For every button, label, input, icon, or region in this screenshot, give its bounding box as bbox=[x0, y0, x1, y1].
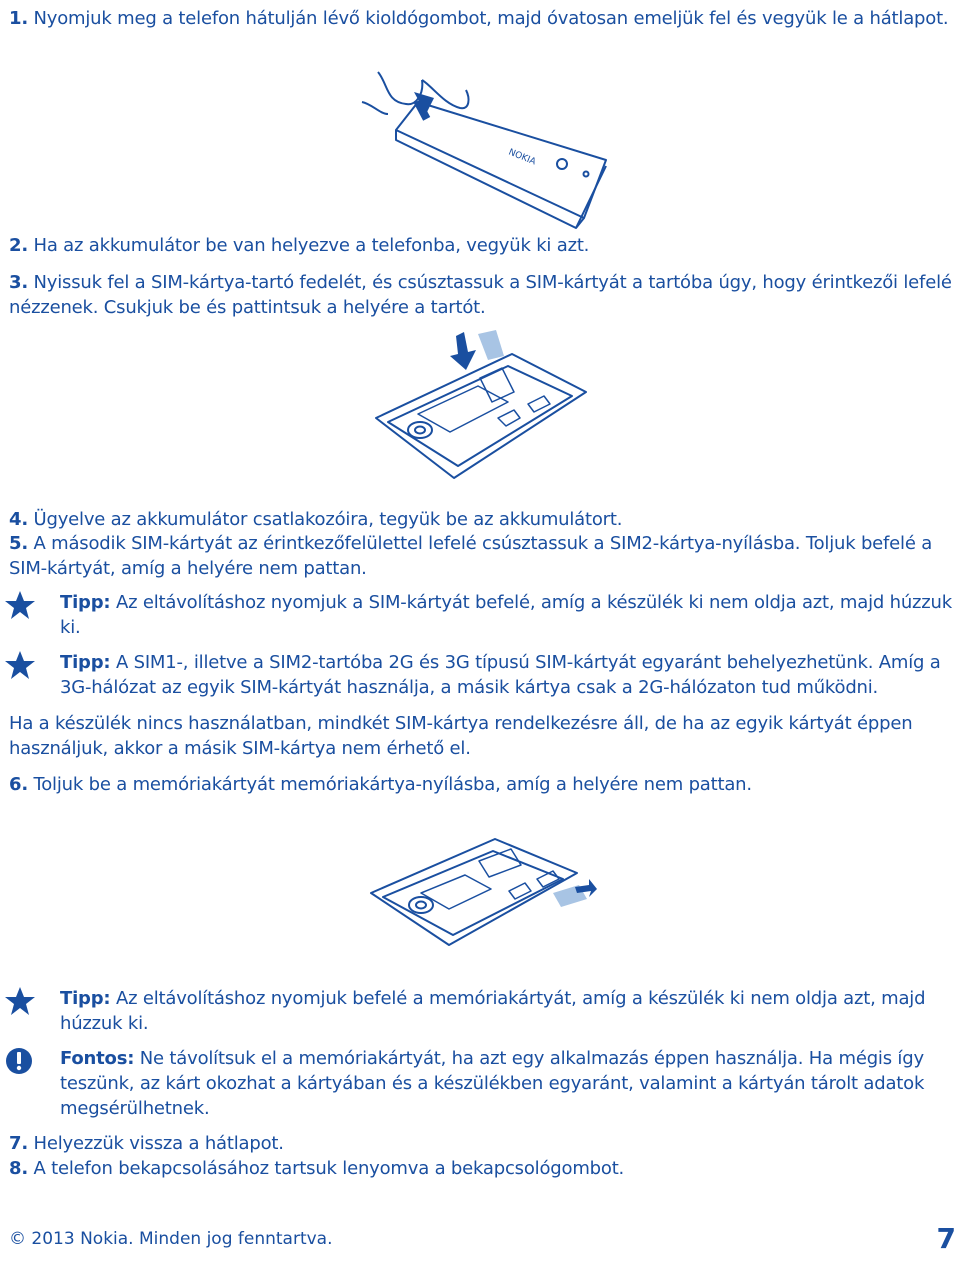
step-number: 4. bbox=[9, 509, 28, 530]
step-6 bbox=[9, 772, 954, 797]
step-number: 1. bbox=[9, 8, 28, 29]
step-text: Nyissuk fel a SIM-kártya-tartó fedelét, és csúsztassuk a SIM-kártyát a tartóba úgy, hogy érintkezői lefelé nézzenek. Csukjuk be és pattintsuk a helyére a tartót. bbox=[9, 272, 952, 318]
step-number: 3. bbox=[9, 272, 28, 293]
copyright: © 2013 Nokia. Minden jog fenntartva. bbox=[9, 1229, 333, 1249]
step-text: Ügyelve az akkumulátor csatlakozóira, tegyük be az akkumulátort. bbox=[33, 509, 623, 530]
step-text: A második SIM-kártyát az érintkezőfelülettel lefelé csúsztassuk a SIM2-kártya-nyílásba. Toljuk befelé a SIM-kártyát, amíg a helyére nem pattan. bbox=[9, 533, 933, 579]
step-2 bbox=[9, 233, 954, 258]
insert-memory-card-illustration bbox=[365, 835, 605, 955]
important-note bbox=[60, 1046, 952, 1121]
star-icon bbox=[4, 650, 36, 680]
step-7 bbox=[9, 1131, 954, 1156]
step-text: A telefon bekapcsolásához tartsuk lenyomva a bekapcsológombot. bbox=[33, 1158, 625, 1179]
star-icon bbox=[4, 590, 36, 620]
step-1 bbox=[9, 6, 954, 31]
page-number: 7 bbox=[936, 1222, 956, 1255]
step-number: 2. bbox=[9, 235, 28, 256]
usage-note: Ha a készülék nincs használatban, mindkét SIM-kártya rendelkezésre áll, de ha az egyik kártyát éppen használjuk, akkor a másik SIM-kártya nem érhető el. bbox=[9, 713, 913, 759]
warning-icon bbox=[4, 1046, 34, 1076]
step-8 bbox=[9, 1156, 954, 1181]
tip-text: Az eltávolításhoz nyomjuk a SIM-kártyát befelé, amíg a készülék ki nem oldja azt, majd húzzuk ki. bbox=[60, 592, 952, 638]
step-5 bbox=[9, 531, 954, 581]
tip-text: A SIM1-, illetve a SIM2-tartóba 2G és 3G típusú SIM-kártyát egyaránt behelyezhetünk. Amíg a 3G-hálózat az egyik SIM-kártyát használja, a másik kártya csak a 2G-hálózaton tud működni. bbox=[60, 652, 941, 698]
step-text: Helyezzük vissza a hátlapot. bbox=[33, 1133, 284, 1154]
step-number: 8. bbox=[9, 1158, 28, 1179]
tip-label: Tipp: bbox=[60, 592, 111, 613]
tip-2 bbox=[60, 650, 952, 700]
insert-sim-illustration bbox=[368, 330, 592, 485]
remove-back-cover-illustration bbox=[358, 62, 614, 232]
step-4 bbox=[9, 507, 954, 532]
star-icon bbox=[4, 986, 36, 1016]
tip-1 bbox=[60, 590, 952, 640]
step-text: Toljuk be a memóriakártyát memóriakártya-nyílásba, amíg a helyére nem pattan. bbox=[33, 774, 752, 795]
step-text: Ha az akkumulátor be van helyezve a telefonba, vegyük ki azt. bbox=[33, 235, 590, 256]
tip-3 bbox=[60, 986, 952, 1036]
important-label: Fontos: bbox=[60, 1048, 135, 1069]
step-number: 5. bbox=[9, 533, 28, 554]
step-text: Nyomjuk meg a telefon hátulján lévő kioldógombot, majd óvatosan emeljük fel és vegyük le a hátlapot. bbox=[33, 8, 949, 29]
phone-brand-label: NOKIA bbox=[506, 147, 538, 168]
tip-label: Tipp: bbox=[60, 988, 111, 1009]
tip-label: Tipp: bbox=[60, 652, 111, 673]
step-number: 6. bbox=[9, 774, 28, 795]
step-3 bbox=[9, 270, 954, 320]
important-text: Ne távolítsuk el a memóriakártyát, ha azt egy alkalmazás éppen használja. Ha mégis így teszünk, az kárt okozhat a kártyában és a készülékben egyaránt, valamint a kártyán tárolt adatok megsérülhetnek. bbox=[60, 1048, 925, 1119]
tip-text: Az eltávolításhoz nyomjuk befelé a memóriakártyát, amíg a készülék ki nem oldja azt, majd húzzuk ki. bbox=[60, 988, 926, 1034]
step-number: 7. bbox=[9, 1133, 28, 1154]
